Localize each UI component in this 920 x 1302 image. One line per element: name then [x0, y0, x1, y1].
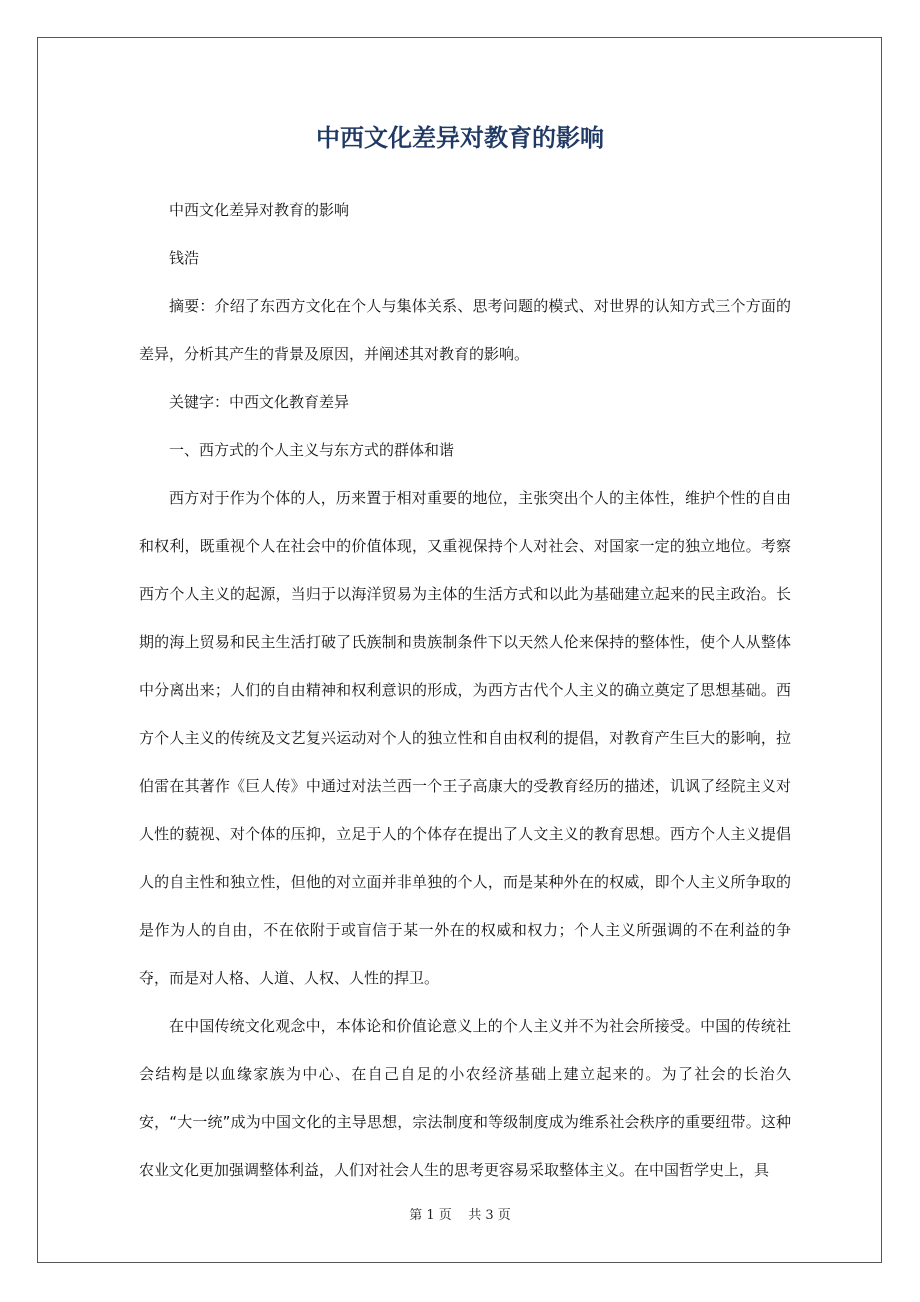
paragraph-abstract: 摘要：介绍了东西方文化在个人与集体关系、思考问题的模式、对世界的认知方式三个方面的差异，分析其产生的背景及原因，并阐述其对教育的影响。	[139, 297, 791, 363]
paragraph-body: 西方对于作为个体的人，历来置于相对重要的地位，主张突出个人的主体性，维护个性的自由和权利，既重视个人在社会中的价值体现，又重视保持个人对社会、对国家一定的独立地位。考察西方个人主义的起源，当归于以海洋贸易为主体的生活方式和以此为基础建立起来的民主政治。长期的海上贸易和民主生活打破了氏族制和贵族制条件下以天然人伦来保持的整体性，使个人从整体中分离出来；人们的自由精神和权利意识的形成，为西方古代个人主义的确立奠定了思想基础。西方个人主义的传统及文艺复兴运动对个人的独立性和自由权利的提倡，对教育产生巨大的影响，拉伯雷在其著作《巨人传》中通过对法兰西一个王子高康大的受教育经历的描述，讥讽了经院主义对人性的藐视、对个体的压抑，立足于人的个体存在提出了人文主义的教育思想。西方个人主义提倡人的自主性和独立性，但他的对立面并非单独的个人，而是某种外在的权威，即个人主义所争取的是作为人的自由，不在依附于或盲信于某一外在的权威和权力；个人主义所强调的不在利益的争夺，而是对人格、人道、人权、人性的捍卫。	[139, 489, 791, 987]
document-title: 中西文化差异对教育的影响	[316, 124, 604, 152]
paragraph-author: 钱浩	[169, 249, 200, 267]
section-heading: 一、西方式的个人主义与东方式的群体和谐	[169, 441, 455, 459]
paragraph-keywords: 关键字：中西文化教育差异	[169, 393, 350, 411]
paragraph-body: 在中国传统文化观念中，本体论和价值论意义上的个人主义并不为社会所接受。中国的传统社会结构是以血缘家族为中心、在自己自足的小农经济基础上建立起来的。为了社会的长治久安，“大一统”成为中国文化的主导思想，宗法制度和等级制度成为维系社会秩序的重要纽带。这种农业文化更加强调整体利益，人们对社会人生的思考更容易采取整体主义。在中国哲学史上，具	[139, 1017, 791, 1179]
document-body	[139, 186, 791, 1194]
paragraph-heading: 中西文化差异对教育的影响	[169, 201, 350, 219]
page-number: 第 1 页 共 3 页	[409, 1208, 511, 1223]
